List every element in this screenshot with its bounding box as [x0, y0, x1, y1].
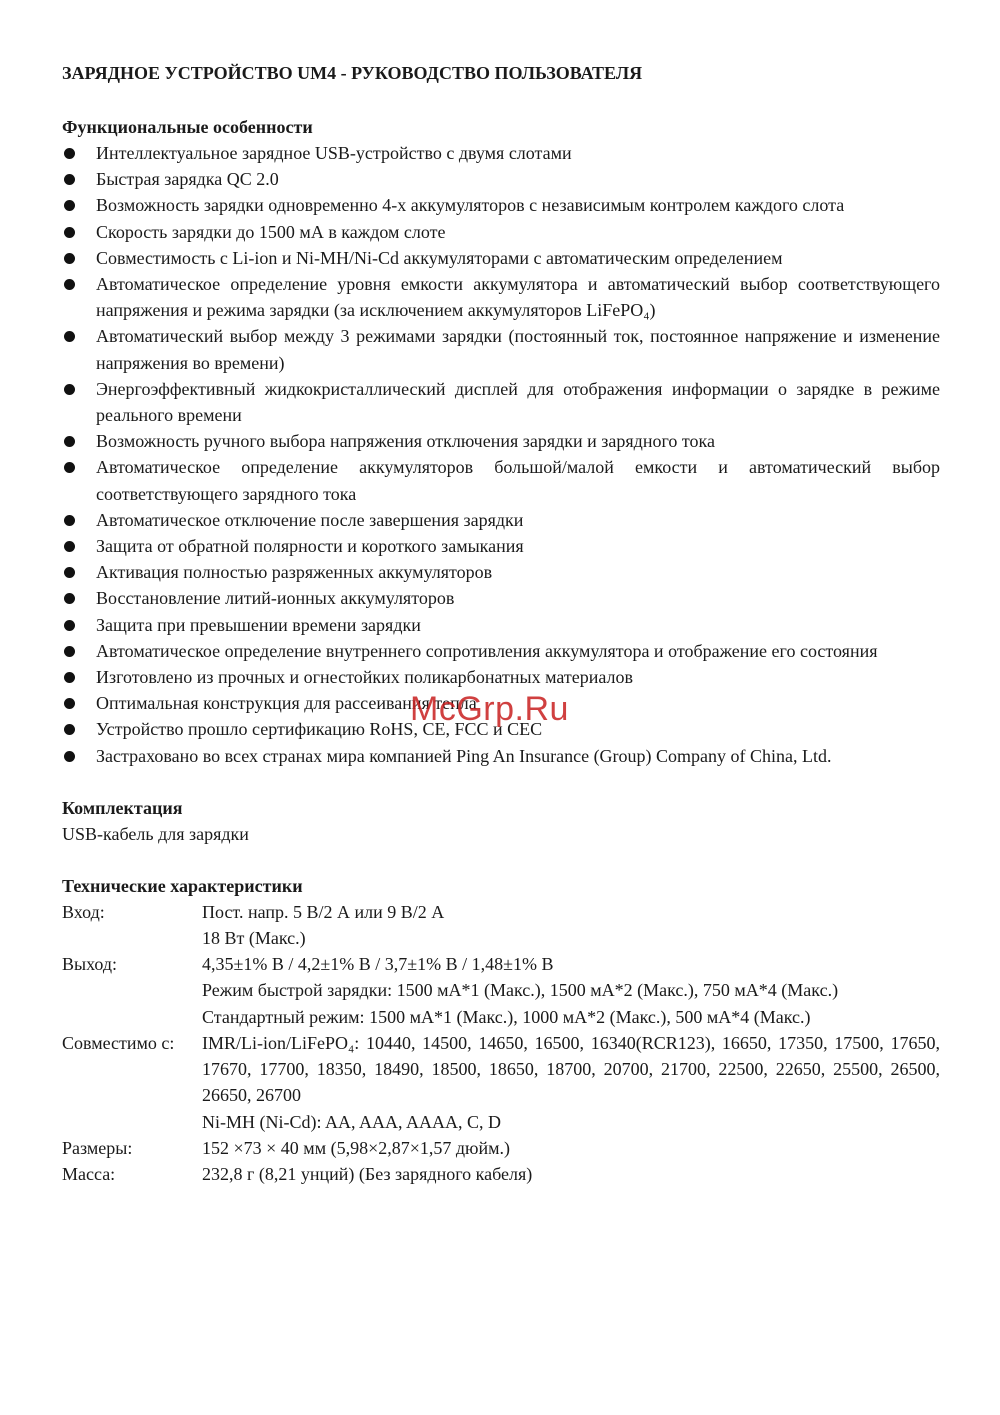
feature-text: Энергоэффективный жидкокристаллический дисплей для отображения информации о зарядке в режиме реального времени — [96, 378, 940, 426]
spec-value — [202, 951, 940, 1030]
spec-label: Вход: — [62, 901, 105, 922]
spec-value — [202, 1030, 940, 1135]
bullet-icon — [64, 331, 75, 342]
bullet-icon — [64, 384, 75, 395]
spec-value — [202, 899, 940, 951]
spec-value-line: Ni-MH (Ni-Cd): AA, AAA, AAAA, C, D — [202, 1111, 502, 1132]
document-page — [62, 60, 940, 1187]
spec-row — [62, 951, 940, 1030]
spec-value-line: Стандартный режим: 1500 мА*1 (Макс.), 1000 мА*2 (Макс.), 500 мА*4 (Макс.) — [202, 1006, 811, 1027]
spec-label: Масса: — [62, 1163, 116, 1184]
feature-item — [62, 166, 940, 192]
feature-item — [62, 428, 940, 454]
features-heading: Функциональные особенности — [62, 117, 313, 137]
feature-text: Совместимость с Li-ion и Ni-MH/Ni-Cd аккумуляторами с автоматическим определением — [96, 247, 783, 268]
feature-item — [62, 192, 940, 218]
bullet-icon — [64, 672, 75, 683]
bullet-icon — [64, 646, 75, 657]
spec-value-line: 232,8 г (8,21 унций) (Без зарядного кабеля) — [202, 1163, 533, 1184]
bullet-icon — [64, 174, 75, 185]
feature-item — [62, 533, 940, 559]
feature-text: Устройство прошло сертификацию RoHS, CE, FCC и CEC — [96, 719, 543, 740]
spec-row — [62, 1161, 940, 1187]
bullet-icon — [64, 227, 75, 238]
document-title: ЗАРЯДНОЕ УСТРОЙСТВО UM4 - РУКОВОДСТВО ПОЛЬЗОВАТЕЛЯ — [62, 63, 643, 83]
bullet-icon — [64, 279, 75, 290]
feature-item — [62, 612, 940, 638]
package-heading: Комплектация — [62, 797, 183, 818]
feature-item — [62, 716, 940, 742]
bullet-icon — [64, 148, 75, 159]
feature-item — [62, 376, 940, 428]
feature-item — [62, 507, 940, 533]
feature-text: Автоматическое определение уровня емкости аккумулятора и автоматический выбор соответствующего напряжения и режима зарядки (за исключением аккумуляторов LiFePO₄) — [96, 274, 940, 321]
feature-text: Возможность ручного выбора напряжения отключения зарядки и зарядного тока — [96, 431, 715, 452]
bullet-icon — [64, 200, 75, 211]
feature-item — [62, 454, 940, 506]
spec-value — [202, 1135, 940, 1161]
watermark: McGrp.Ru — [410, 690, 569, 728]
feature-item — [62, 140, 940, 166]
spec-label: Выход: — [62, 954, 118, 975]
bullet-icon — [64, 724, 75, 735]
spec-row — [62, 1030, 940, 1135]
feature-text: Оптимальная конструкция для рассеивания тепла — [96, 693, 477, 714]
feature-text: Автоматическое определение аккумуляторов большой/малой емкости и автоматический выбор соответствующего зарядного тока — [96, 457, 940, 504]
feature-text: Защита от обратной полярности и короткого замыкания — [96, 536, 524, 557]
spec-row — [62, 1135, 940, 1161]
feature-text: Восстановление литий-ионных аккумуляторов — [96, 588, 455, 609]
feature-text: Автоматический выбор между 3 режимами зарядки (постоянный ток, постоянное напряжение и изменение напряжения во времени) — [96, 326, 940, 373]
feature-text: Интеллектуальное зарядное USB-устройство с двумя слотами — [96, 143, 572, 163]
feature-item — [62, 559, 940, 585]
feature-text: Изготовлено из прочных и огнестойких поликарбонатных материалов — [96, 667, 633, 688]
feature-text: Возможность зарядки одновременно 4-х аккумуляторов с независимым контролем каждого слота — [96, 195, 845, 216]
spec-value-line: IMR/Li-ion/LiFePO₄: 10440, 14500, 14650, 16500, 16340(RCR123), 16650, 17350, 17500, 17650, 17670, 17700, 18350, 18490, 18500, 18650, 18700, 20700, 21700, 22500, 22650, 25500, 26500, 26650, 26700 — [202, 1032, 940, 1106]
bullet-icon — [64, 515, 75, 526]
spec-label: Размеры: — [62, 1137, 133, 1158]
spec-value-line: Пост. напр. 5 В/2 А или 9 В/2 А — [202, 901, 445, 922]
features-list — [62, 140, 940, 769]
spec-value-line: Режим быстрой зарядки: 1500 мА*1 (Макс.), 1500 мА*2 (Макс.), 750 мА*4 (Макс.) — [202, 980, 839, 1001]
feature-item — [62, 638, 940, 664]
bullet-icon — [64, 593, 75, 604]
bullet-icon — [64, 567, 75, 578]
feature-item — [62, 743, 940, 769]
bullet-icon — [64, 541, 75, 552]
spec-value-line: 152 ×73 × 40 мм (5,98×2,87×1,57 дюйм.) — [202, 1137, 511, 1158]
feature-item — [62, 664, 940, 690]
bullet-icon — [64, 751, 75, 762]
spec-label: Совместимо с: — [62, 1032, 175, 1053]
feature-item — [62, 690, 940, 716]
spec-row — [62, 899, 940, 951]
bullet-icon — [64, 436, 75, 447]
feature-item — [62, 585, 940, 611]
feature-text: Автоматическое определение внутреннего сопротивления аккумулятора и отображение его состояния — [96, 640, 878, 661]
feature-item — [62, 271, 940, 323]
specs-table — [62, 899, 940, 1187]
feature-text: Защита при превышении времени зарядки — [96, 614, 421, 635]
feature-text: Активация полностью разряженных аккумуляторов — [96, 562, 493, 583]
spec-value-line: 18 Вт (Макс.) — [202, 928, 306, 949]
spec-value — [202, 1161, 940, 1187]
feature-item — [62, 245, 940, 271]
feature-text: Застраховано во всех странах мира компанией Ping An Insurance (Group) Company of China, Ltd. — [96, 745, 832, 766]
spec-value-line: 4,35±1% В / 4,2±1% В / 3,7±1% В / 1,48±1% В — [202, 954, 554, 975]
bullet-icon — [64, 698, 75, 709]
feature-text: Скорость зарядки до 1500 мА в каждом слоте — [96, 221, 446, 242]
bullet-icon — [64, 253, 75, 264]
bullet-icon — [64, 462, 75, 473]
feature-text: Быстрая зарядка QC 2.0 — [96, 169, 279, 190]
feature-item — [62, 219, 940, 245]
specs-heading: Технические характеристики — [62, 875, 303, 896]
feature-text: Автоматическое отключение после завершения зарядки — [96, 509, 524, 530]
package-text: USB-кабель для зарядки — [62, 823, 249, 844]
feature-item — [62, 323, 940, 375]
bullet-icon — [64, 620, 75, 631]
